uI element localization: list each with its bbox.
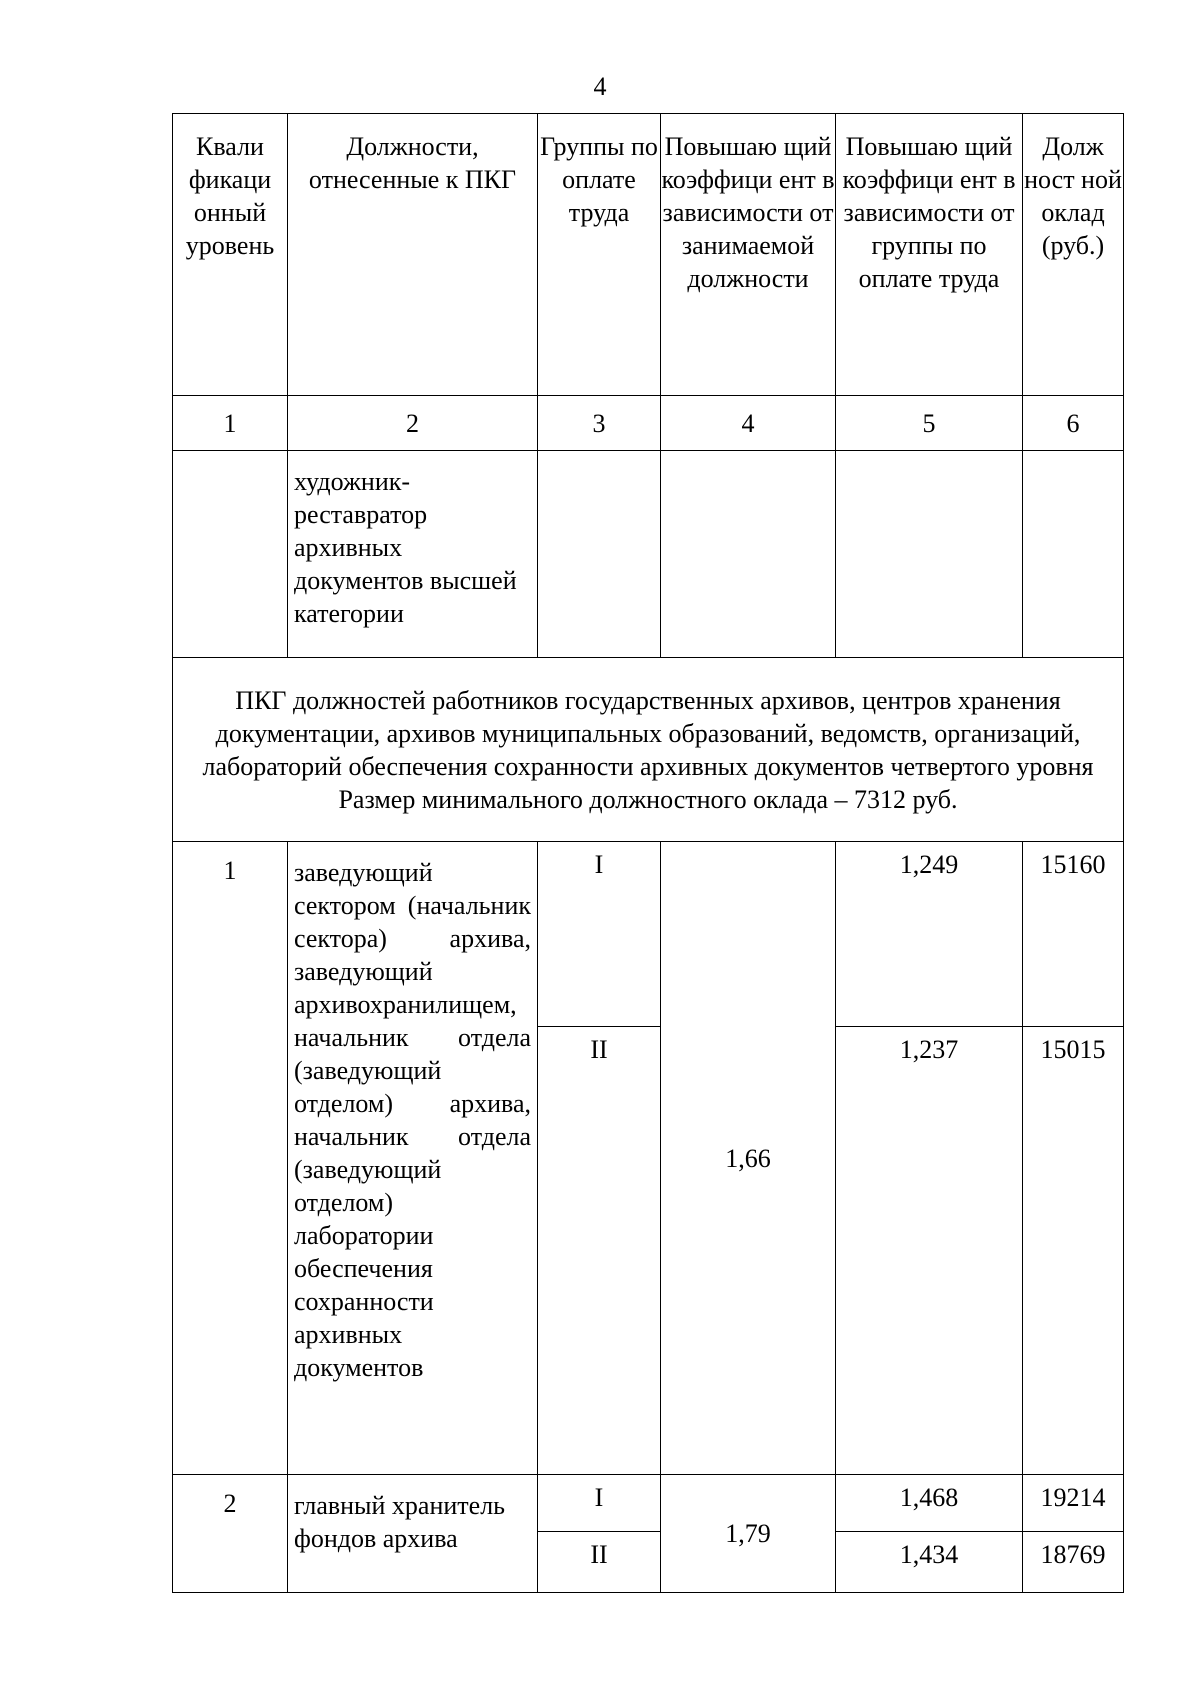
group-cell xyxy=(538,451,661,658)
column-number: 1 xyxy=(173,396,288,451)
group-cell: II xyxy=(538,1027,661,1475)
table-row xyxy=(173,1475,1124,1532)
header-salary: Долж ност ной оклад (руб.) xyxy=(1023,114,1124,396)
page-number: 4 xyxy=(593,72,607,101)
header-position-coefficient: Повышаю щий коэффици ент в зависимости от занимаемой должности xyxy=(661,114,836,396)
salary-cell xyxy=(1023,451,1124,658)
group-heading-row xyxy=(173,658,1124,842)
position-coefficient-cell: 1,79 xyxy=(661,1475,836,1593)
header-group-coefficient: Повышаю щий коэффици ент в зависимости от группы по оплате труда xyxy=(836,114,1023,396)
column-number-row xyxy=(173,396,1124,451)
group-coefficient-cell: 1,434 xyxy=(836,1532,1023,1593)
table-row xyxy=(173,451,1124,658)
group-coefficient-cell: 1,249 xyxy=(836,842,1023,1027)
group-heading-cell xyxy=(173,658,1124,842)
table-header-row xyxy=(173,114,1124,396)
group-cell: II xyxy=(538,1532,661,1593)
group-coefficient-cell: 1,468 xyxy=(836,1475,1023,1532)
column-number: 3 xyxy=(538,396,661,451)
header-qualification-level: Квали фикаци онный уровень xyxy=(173,114,288,396)
group-coefficient-cell: 1,237 xyxy=(836,1027,1023,1475)
level-cell: 1 xyxy=(173,842,288,1475)
position-cell: заведующий сектором (начальник сектора) архива, заведующий архивохранилищем, начальник отдела (заведующий отделом) архива, начальник отдела (заведующий отделом) лаборатории обеспечения сохранности архивных документов xyxy=(288,842,538,1475)
position-cell: художник-реставратор архивных документов высшей категории xyxy=(288,451,538,658)
salary-cell: 19214 xyxy=(1023,1475,1124,1532)
position-cell: главный хранитель фондов архива xyxy=(288,1475,538,1593)
column-number: 6 xyxy=(1023,396,1124,451)
level-cell xyxy=(173,451,288,658)
salary-cell: 18769 xyxy=(1023,1532,1124,1593)
group-cell: I xyxy=(538,842,661,1027)
position-coefficient-cell xyxy=(661,451,836,658)
column-number: 2 xyxy=(288,396,538,451)
group-heading-title: ПКГ должностей работников государственных архивов, центров хранения документации, архивов муниципальных образований, ведомств, организаций, лабораторий обеспечения сохранности архивных документов четвертого уровня xyxy=(202,685,1094,781)
salary-cell: 15015 xyxy=(1023,1027,1124,1475)
position-coefficient-cell: 1,66 xyxy=(661,842,836,1475)
header-pay-groups: Группы по оплате труда xyxy=(538,114,661,396)
salary-table xyxy=(172,113,1124,1593)
salary-cell: 15160 xyxy=(1023,842,1124,1027)
table-row xyxy=(173,842,1124,1027)
column-number: 5 xyxy=(836,396,1023,451)
column-number: 4 xyxy=(661,396,836,451)
group-cell: I xyxy=(538,1475,661,1532)
group-coefficient-cell xyxy=(836,451,1023,658)
header-positions: Должности, отнесенные к ПКГ xyxy=(288,114,538,396)
group-heading-min-salary: Размер минимального должностного оклада – 7312 руб. xyxy=(338,784,958,814)
level-cell: 2 xyxy=(173,1475,288,1593)
